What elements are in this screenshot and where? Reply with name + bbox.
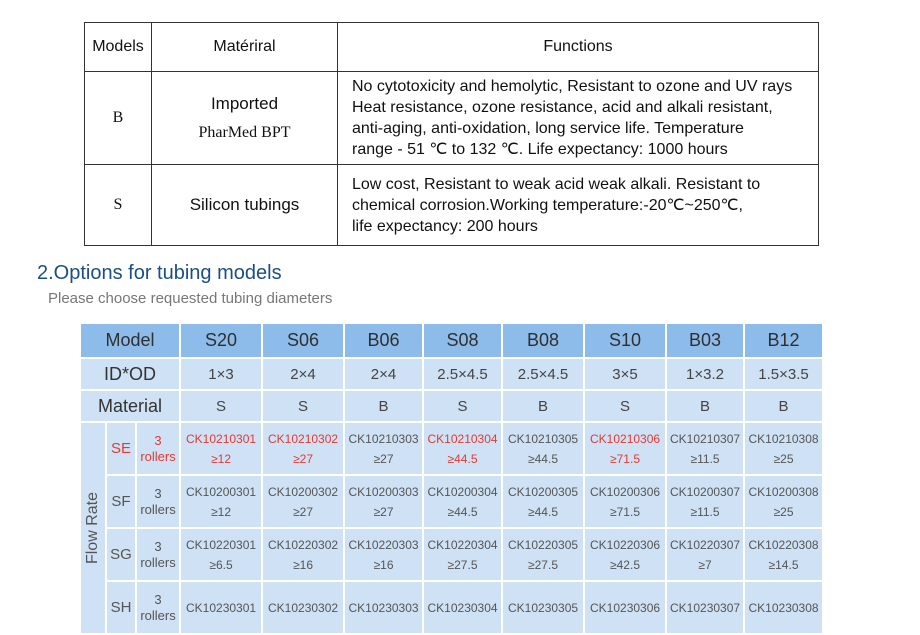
part-number: CK10230308: [748, 600, 819, 615]
part-cell: [180, 581, 262, 634]
id-od-cell: 2.5×4.5: [502, 358, 584, 390]
model-cell: S08: [423, 323, 502, 358]
part-number: CK10220307: [670, 537, 741, 552]
part-cell: [744, 528, 823, 581]
rollers-unit: rollers: [140, 607, 176, 623]
header-models: Models: [85, 23, 152, 72]
flow-row: [80, 528, 823, 581]
flow-value: ≥71.5: [610, 504, 640, 519]
part-number: CK10200301: [186, 484, 257, 499]
id-od-cell: 2.5×4.5: [423, 358, 502, 390]
part-cell: [502, 581, 584, 634]
material-label: Material: [80, 390, 180, 422]
flow-value: ≥27: [293, 451, 313, 466]
rollers-unit: rollers: [140, 554, 176, 570]
material-cell: S: [584, 390, 666, 422]
part-cell: [423, 475, 502, 528]
part-cell: [262, 422, 344, 475]
part-number: CK10230301: [186, 600, 257, 615]
flow-value: ≥25: [773, 451, 794, 466]
id-od-cell: 1.5×3.5: [744, 358, 823, 390]
part-number: CK10220303: [348, 537, 419, 552]
model-row: [80, 323, 823, 358]
material-cell: B: [502, 390, 584, 422]
part-number: CK10220305: [508, 537, 579, 552]
part-number: CK10200305: [508, 484, 579, 499]
flow-value: ≥14.5: [768, 557, 799, 572]
functions-cell: [338, 165, 819, 246]
function-line: No cytotoxicity and hemolytic, Resistant to ozone and UV rays: [352, 78, 793, 95]
rollers-cell: [136, 528, 180, 581]
section-subtitle: Please choose requested tubing diameters: [48, 290, 333, 307]
part-number: CK10200303: [348, 484, 419, 499]
flow-value: ≥25: [773, 504, 794, 519]
function-line: range - 51 ℃ to 132 ℃. Life expectancy: 1000 hours: [352, 141, 728, 158]
id-od-label: ID*OD: [80, 358, 180, 390]
flow-value: ≥27: [293, 504, 313, 519]
part-cell: [584, 475, 666, 528]
flow-row: [80, 581, 823, 634]
part-cell: [180, 475, 262, 528]
part-cell: [584, 528, 666, 581]
part-number: CK10200306: [590, 484, 661, 499]
part-number: CK10220301: [186, 537, 257, 552]
model-cell: B06: [344, 323, 423, 358]
rollers-count: 3: [154, 591, 162, 607]
model-cell: S10: [584, 323, 666, 358]
model-code: S: [85, 165, 152, 246]
flow-value: ≥12: [211, 451, 231, 466]
part-number: CK10230307: [670, 600, 741, 615]
flow-value: ≥16: [373, 557, 394, 572]
id-od-cell: 3×5: [584, 358, 666, 390]
part-cell: [344, 528, 423, 581]
material-row-s: [85, 165, 819, 246]
tubing-options-table: [79, 322, 824, 635]
part-number: CK10210305: [508, 431, 579, 446]
part-number: CK10210303: [348, 431, 419, 446]
part-cell: [262, 475, 344, 528]
material-cell: [152, 165, 338, 246]
part-number: CK10210301: [186, 431, 257, 446]
part-cell: [423, 422, 502, 475]
flow-value: ≥44.5: [447, 504, 478, 519]
head-code: SH: [106, 581, 136, 634]
flow-value: ≥16: [293, 557, 313, 572]
material-name: Silicon tubings: [189, 195, 300, 214]
part-cell: [344, 422, 423, 475]
flow-value: ≥44.5: [528, 504, 558, 519]
flow-value: ≥11.5: [690, 451, 720, 466]
material-cell: S: [423, 390, 502, 422]
functions-cell: [338, 72, 819, 165]
rollers-count: 3: [154, 538, 162, 554]
flow-value: ≥44.5: [528, 451, 558, 466]
part-cell: [744, 422, 823, 475]
part-cell: [344, 475, 423, 528]
function-line: Heat resistance, ozone resistance, acid and alkali resistant,: [352, 99, 773, 116]
flow-value: ≥71.5: [610, 451, 640, 466]
part-number: CK10210306: [590, 431, 661, 446]
header-material: Matériral: [152, 23, 338, 72]
part-number: CK10230304: [427, 600, 498, 615]
function-line: Low cost, Resistant to weak acid weak alkali. Resistant to: [352, 175, 761, 193]
part-cell: [666, 422, 744, 475]
part-number: CK10210304: [427, 431, 498, 446]
part-cell: [584, 422, 666, 475]
part-number: CK10210302: [268, 431, 339, 446]
part-cell: [584, 581, 666, 634]
flow-value: ≥11.5: [690, 504, 720, 519]
id-od-cell: 1×3.2: [666, 358, 744, 390]
part-cell: [180, 422, 262, 475]
part-cell: [666, 475, 744, 528]
part-number: CK10230302: [268, 600, 339, 615]
material-cell: S: [262, 390, 344, 422]
flow-value: ≥12: [211, 504, 231, 519]
material-cell: [152, 72, 338, 165]
part-cell: [423, 581, 502, 634]
part-number: CK10230306: [590, 600, 661, 615]
part-cell: [502, 475, 584, 528]
part-number: CK10200308: [748, 484, 819, 499]
part-number: CK10200302: [268, 484, 339, 499]
flow-value: ≥27.5: [528, 557, 558, 572]
material-row-b: [85, 72, 819, 165]
rollers-count: 3: [154, 485, 162, 501]
flow-value: ≥42.5: [610, 557, 640, 572]
model-code: B: [85, 72, 152, 165]
part-number: CK10220306: [590, 537, 661, 552]
rollers-unit: rollers: [140, 448, 176, 464]
part-cell: [502, 422, 584, 475]
model-cell: B03: [666, 323, 744, 358]
material-brand: PharMed BPT: [198, 124, 291, 141]
function-line: chemical corrosion.Working temperature:-20℃~250℃,: [352, 196, 743, 214]
part-number: CK10220304: [427, 537, 498, 552]
section-title: 2.Options for tubing models: [37, 262, 282, 284]
model-cell: B08: [502, 323, 584, 358]
part-number: CK10220302: [268, 537, 339, 552]
rollers-cell: [136, 581, 180, 634]
flow-rate-text: Flow Rate: [84, 491, 101, 565]
part-number: CK10200307: [670, 484, 741, 499]
model-cell: S06: [262, 323, 344, 358]
flow-row: [80, 475, 823, 528]
rollers-unit: rollers: [140, 501, 176, 517]
head-code: SG: [106, 528, 136, 581]
part-cell: [666, 581, 744, 634]
rollers-count: 3: [154, 432, 162, 448]
model-cell: S20: [180, 323, 262, 358]
flow-value: ≥27.5: [447, 557, 478, 572]
part-cell: [180, 528, 262, 581]
part-number: CK10210308: [748, 431, 819, 446]
flow-value: ≥27: [373, 504, 394, 519]
part-cell: [262, 581, 344, 634]
head-code: SF: [106, 475, 136, 528]
part-cell: [262, 528, 344, 581]
part-number: CK10220308: [748, 537, 819, 552]
material-table-header: [85, 23, 819, 72]
id-od-cell: 1×3: [180, 358, 262, 390]
flow-value: ≥44.5: [447, 451, 478, 466]
flow-rate-label: [80, 422, 106, 634]
function-line: life expectancy: 200 hours: [352, 217, 538, 235]
rollers-cell: [136, 422, 180, 475]
model-cell: B12: [744, 323, 823, 358]
part-cell: [666, 528, 744, 581]
flow-value: ≥6.5: [209, 557, 233, 572]
id-od-cell: 2×4: [262, 358, 344, 390]
part-cell: [744, 475, 823, 528]
material-name: Imported: [210, 94, 279, 113]
part-cell: [502, 528, 584, 581]
part-cell: [344, 581, 423, 634]
material-row: [80, 390, 823, 422]
part-cell: [423, 528, 502, 581]
id-od-row: [80, 358, 823, 390]
rollers-cell: [136, 475, 180, 528]
model-label: Model: [80, 323, 180, 358]
part-number: CK10230303: [348, 600, 419, 615]
part-cell: [744, 581, 823, 634]
material-cell: B: [344, 390, 423, 422]
material-cell: B: [744, 390, 823, 422]
material-table: [84, 22, 819, 246]
flow-value: ≥27: [373, 451, 394, 466]
options-body: [80, 323, 823, 634]
id-od-cell: 2×4: [344, 358, 423, 390]
part-number: CK10210307: [670, 431, 741, 446]
header-functions: Functions: [338, 23, 819, 72]
flow-value: ≥7: [698, 557, 712, 572]
material-cell: S: [180, 390, 262, 422]
material-cell: B: [666, 390, 744, 422]
part-number: CK10200304: [427, 484, 498, 499]
head-code: SE: [106, 422, 136, 475]
flow-row: [80, 422, 823, 475]
part-number: CK10230305: [508, 600, 579, 615]
function-line: anti-aging, anti-oxidation, long service life. Temperature: [352, 120, 744, 137]
